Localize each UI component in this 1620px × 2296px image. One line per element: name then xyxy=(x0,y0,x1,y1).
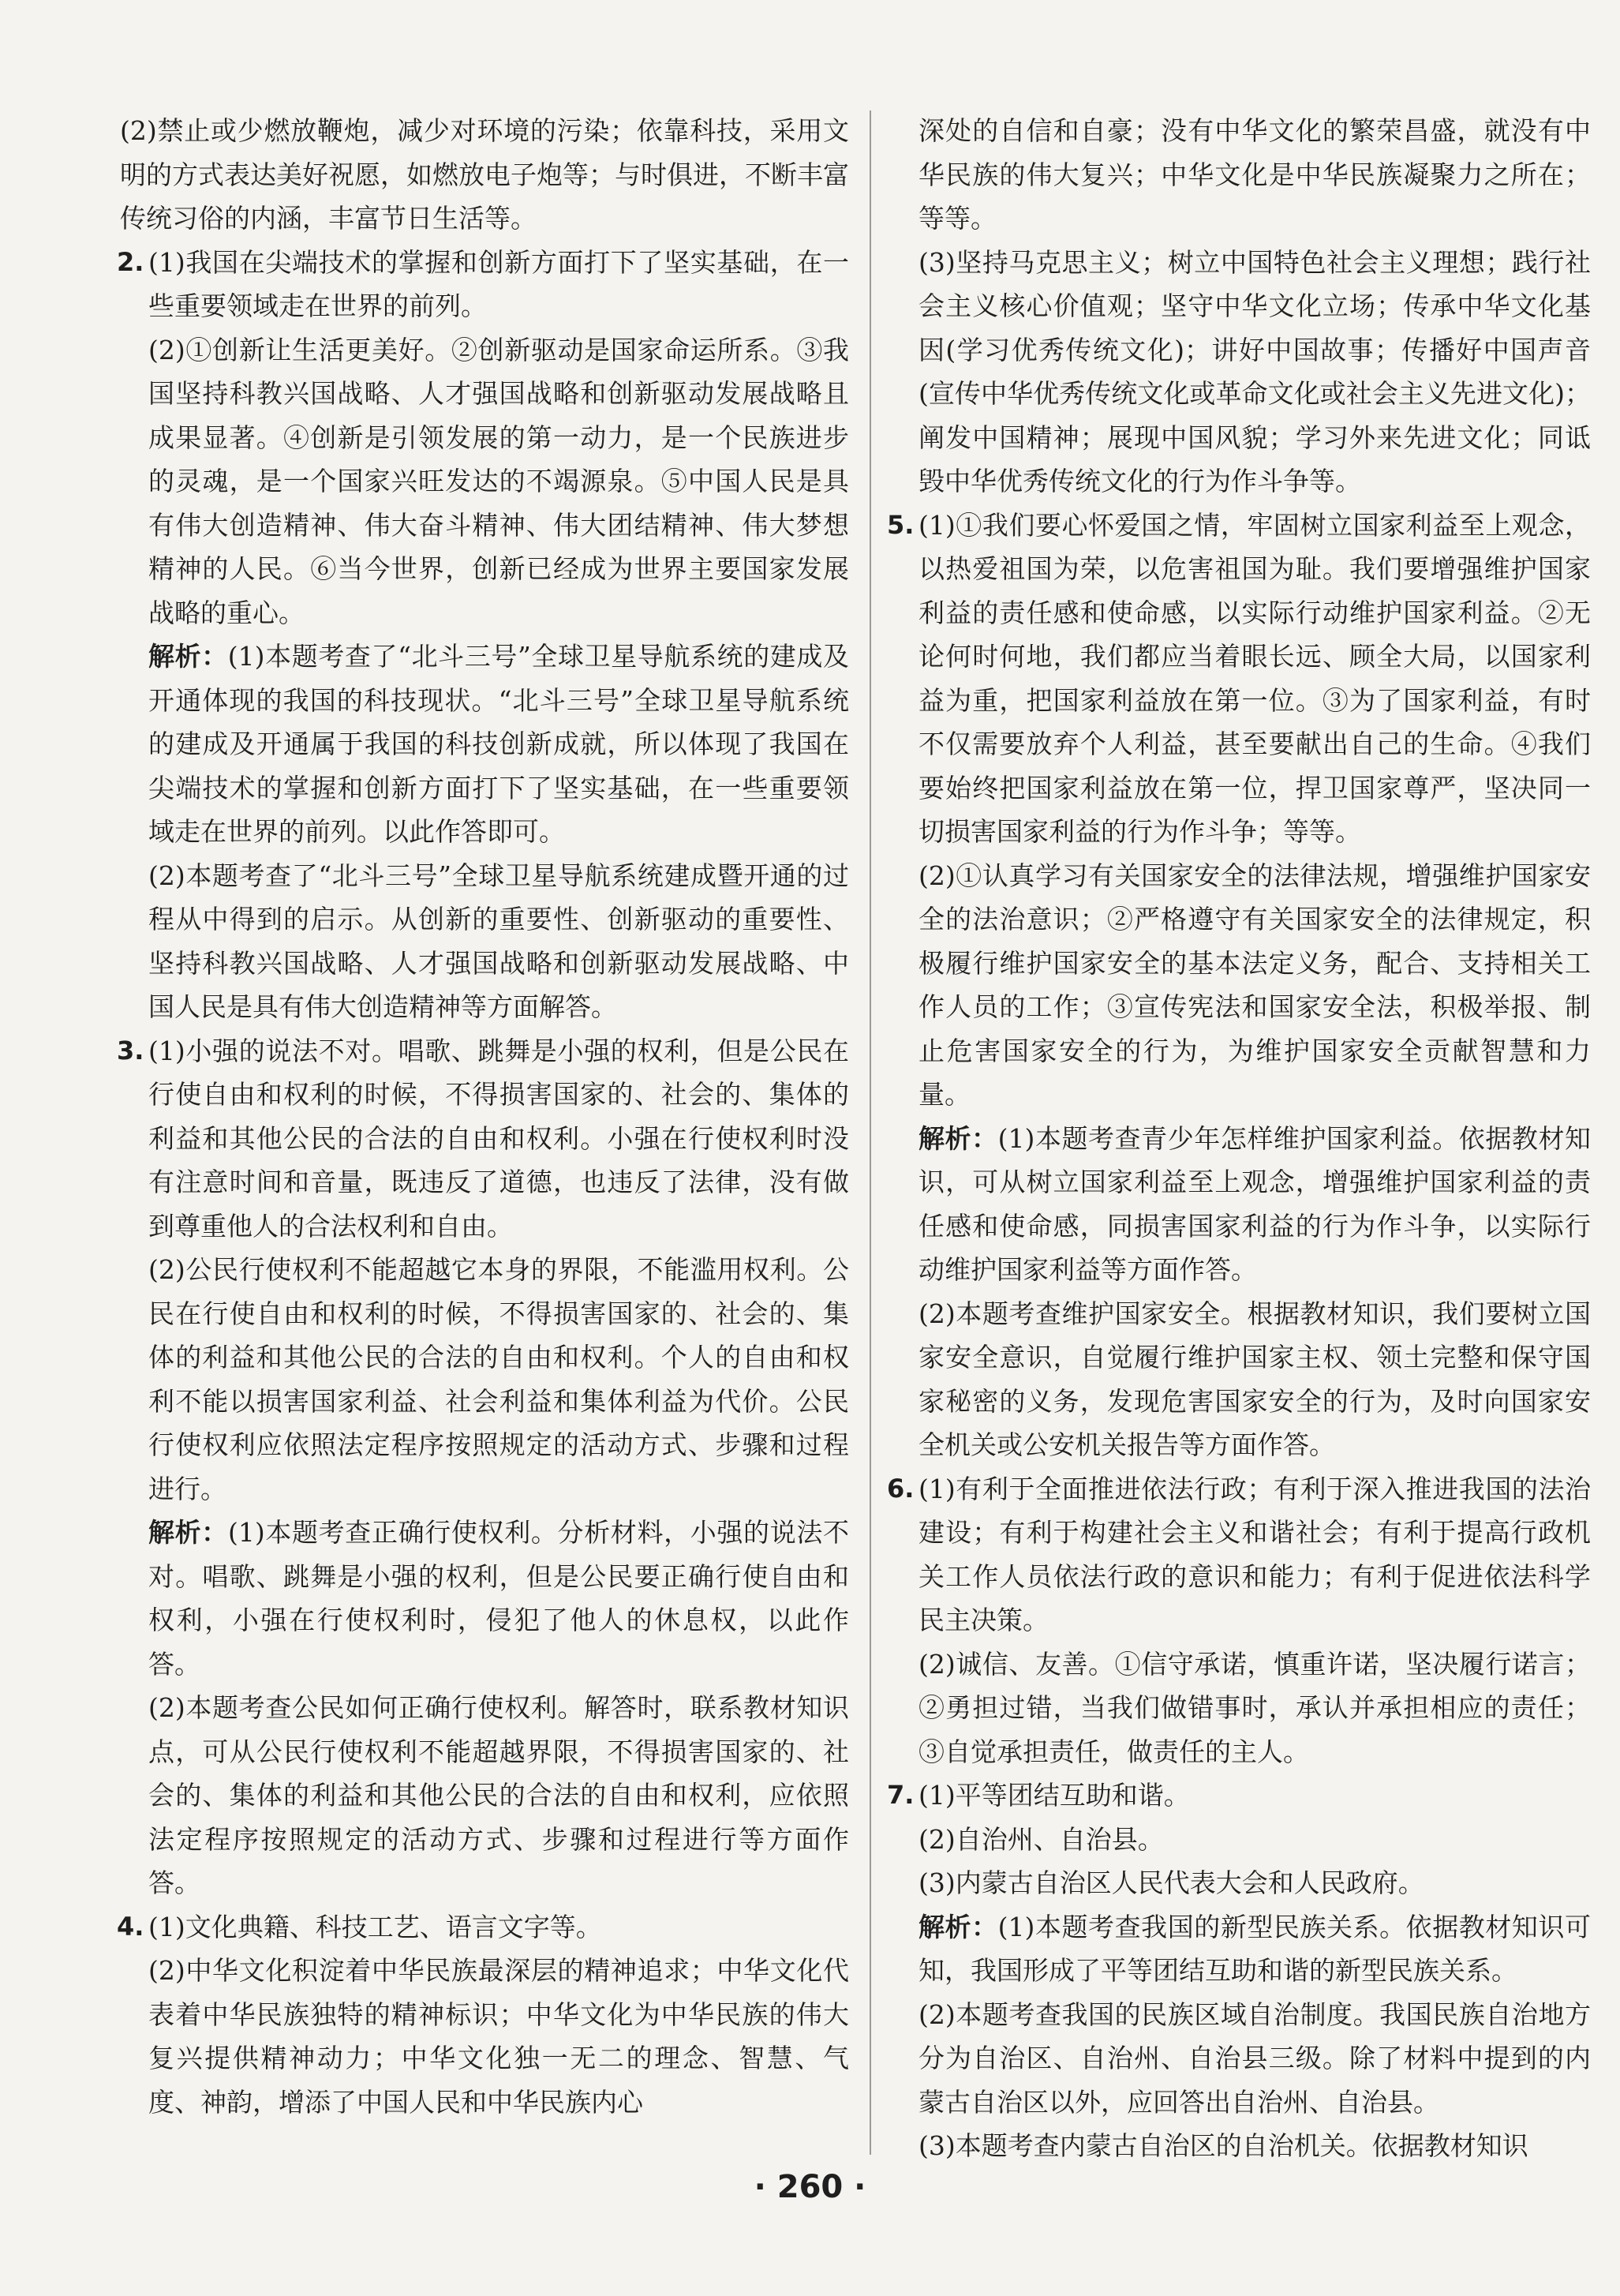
explanation-part-1 xyxy=(918,1905,1591,1993)
answer-part-1: (1)我国在尖端技术的掌握和创新方面打下了坚实基础，在一些重要领域走在世界的前列。 xyxy=(148,246,849,321)
explanation-part-1 xyxy=(148,635,849,854)
question-4-continued xyxy=(890,109,1591,504)
explanation-label: 解析： xyxy=(918,1911,998,1942)
answer-part-1: (1)平等团结互助和谐。 xyxy=(918,1780,1190,1811)
answer-part-1: (1)文化典籍、科技工艺、语言文字等。 xyxy=(148,1911,602,1942)
answer-part-2: (2)自治州、自治县。 xyxy=(918,1823,1164,1855)
answer-part-2: (2)①认真学习有关国家安全的法律法规，增强维护国家安全的法治意识；②严格遵守有关国家安全的法律规定，积极履行维护国家安全的基本法定义务，配合、支持相关工作人员的工作；③宣传宪法和国家安全法，积极举报、制止危害国家安全的行为，为维护国家安全贡献智慧和力量。 xyxy=(918,860,1591,1110)
column-divider xyxy=(870,110,871,2155)
explanation-part-2: (2)本题考查我国的民族区域自治制度。我国民族自治地方分为自治区、自治州、自治县三级。除了材料中提到的内蒙古自治区以外，应回答出自治州、自治县。 xyxy=(918,1998,1591,2118)
explanation-text: (1)本题考查青少年怎样维护国家利益。依据教材知识，可从树立国家利益至上观念，增强维护国家利益的责任感和使命感，同损害国家利益的行为作斗争，以实际行动维护国家利益等方面作答。 xyxy=(918,1122,1591,1285)
answer-part-3: (3)内蒙古自治区人民代表大会和人民政府。 xyxy=(918,1867,1424,1898)
question-number: 5. xyxy=(887,509,915,540)
answer-part-1: (1)小强的说法不对。唱歌、跳舞是小强的权利，但是公民在行使自由和权利的时候，不得损害国家的、社会的、集体的利益和其他公民的合法的自由和权利。小强在行使权利时没有注意时间和音量，既违反了道德，也违反了法律，没有做到尊重他人的合法权利和自由。 xyxy=(148,1035,849,1242)
answer-part-1: (1)①我们要心怀爱国之情，牢固树立国家利益至上观念，以热爱祖国为荣，以危害祖国为耻。我们要增强维护国家利益的责任感和使命感，以实际行动维护国家利益。②无论何时何地，我们都应当着眼长远、顾全大局，以国家利益为重，把国家利益放在第一位。③为了国家利益，有时不仅需要放弃个人利益，甚至要献出自己的生命。④我们要始终把国家利益放在第一位，捍卫国家尊严，坚决同一切损害国家利益的行为作斗争；等等。 xyxy=(918,509,1591,847)
explanation-part-1 xyxy=(148,1511,849,1686)
question-number: 2. xyxy=(117,246,144,277)
answer-part-2: (2)①创新让生活更美好。②创新驱动是国家命运所系。③我国坚持科教兴国战略、人才强国战略和创新驱动发展战略且成果显著。④创新是引领发展的第一动力，是一个民族进步的灵魂，是一个国家兴旺发达的不竭源泉。⑤中国人民是具有伟大创造精神、伟大奋斗精神、伟大团结精神、伟大梦想精神的人民。⑥当今世界，创新已经成为世界主要国家发展战略的重心。 xyxy=(148,334,849,628)
explanation-part-1 xyxy=(918,1117,1591,1292)
answer-part-3: (3)坚持马克思主义；树立中国特色社会主义理想；践行社会主义核心价值观；坚守中华文化立场；传承中华文化基因(学习优秀传统文化)；讲好中国故事；传播好中国声音(宣传中华优秀传统文化或革命文化或社会主义先进文化)；阐发中国精神；展现中国风貌；学习外来先进文化；同诋毁中华优秀传统文化的行为作斗争等。 xyxy=(918,246,1591,496)
question-6 xyxy=(887,1467,1591,1774)
left-column xyxy=(117,109,849,2124)
question-3 xyxy=(117,1029,849,1905)
answer-part-2: (2)诚信、友善。①信守承诺，慎重许诺，坚决履行诺言；②勇担过错，当我们做错事时，承认并承担相应的责任；③自觉承担责任，做责任的主人。 xyxy=(918,1648,1591,1767)
answer-part-2: (2)中华文化积淀着中华民族最深层的精神追求；中华文化代表着中华民族独特的精神标识；中华文化为中华民族的伟大复兴提供精神动力；中华文化独一无二的理念、智慧、气度、神韵，增添了中国人民和中华民族内心 xyxy=(148,1955,849,2118)
explanation-label: 解析： xyxy=(148,641,228,672)
explanation-text: (1)本题考查正确行使权利。分析材料，小强的说法不对。唱歌、跳舞是小强的权利，但是公民要正确行使自由和权利，小强在行使权利时，侵犯了他人的休息权，以此作答。 xyxy=(148,1517,849,1680)
answer-part-2: (2)公民行使权利不能超越它本身的界限，不能滥用权利。公民在行使自由和权利的时候，不得损害国家的、社会的、集体的利益和其他公民的合法的自由和权利。个人的自由和权利不能以损害国家利益、社会利益和集体利益为代价。公民行使权利应依照法定程序按照规定的活动方式、步骤和过程进行。 xyxy=(148,1254,849,1504)
explanation-text: (1)本题考查了“北斗三号”全球卫星导航系统的建成及开通体现的我国的科技现状。“北斗三号”全球卫星导航系统的建成及开通属于我国的科技创新成就，所以体现了我国在尖端技术的掌握和创新方面打下了坚实基础，在一些重要领域走在世界的前列。以此作答即可。 xyxy=(148,641,849,847)
explanation-part-2: (2)本题考查维护国家安全。根据教材知识，我们要树立国家安全意识，自觉履行维护国家主权、领土完整和保守国家秘密的义务，发现危害国家安全的行为，及时向国家安全机关或公安机关报告等方面作答。 xyxy=(918,1298,1591,1460)
question-number: 6. xyxy=(887,1473,915,1504)
question-4 xyxy=(117,1905,849,2125)
question-number: 7. xyxy=(887,1780,915,1810)
explanation-label: 解析： xyxy=(918,1122,998,1154)
question-5 xyxy=(887,504,1591,1467)
question-2 xyxy=(117,241,849,1029)
answer-part-1: (1)有利于全面推进依法行政；有利于深入推进我国的法治建设；有利于构建社会主义和谐社会；有利于提高行政机关工作人员依法行政的意识和能力；有利于促进依法科学民主决策。 xyxy=(918,1473,1591,1635)
q1-continuation: (2)禁止或少燃放鞭炮，减少对环境的污染；依靠科技，采用文明的方式表达美好祝愿，如燃放电子炮等；与时俱进，不断丰富传统习俗的内涵，丰富节日生活等。 xyxy=(120,115,849,234)
explanation-part-3: (3)本题考查内蒙古自治区的自治机关。依据教材知识 xyxy=(918,2130,1528,2161)
explanation-text: (1)本题考查我国的新型民族关系。依据教材知识可知，我国形成了平等团结互助和谐的新型民族关系。 xyxy=(918,1911,1591,1986)
page-number: · 260 · xyxy=(754,2169,866,2205)
right-column xyxy=(887,109,1591,2168)
question-7 xyxy=(887,1774,1591,2168)
question-number: 3. xyxy=(117,1035,144,1066)
explanation-part-2: (2)本题考查公民如何正确行使权利。解答时，联系教材知识点，可从公民行使权利不能超越界限，不得损害国家的、社会的、集体的利益和其他公民的合法的自由和权利，应依照法定程序按照规定的活动方式、步骤和过程进行等方面作答。 xyxy=(148,1692,849,1898)
question-number: 4. xyxy=(117,1911,144,1942)
answer-part-2-continued: 深处的自信和自豪；没有中华文化的繁荣昌盛，就没有中华民族的伟大复兴；中华文化是中华民族凝聚力之所在；等等。 xyxy=(918,115,1591,234)
explanation-part-2: (2)本题考查了“北斗三号”全球卫星导航系统建成暨开通的过程从中得到的启示。从创新的重要性、创新驱动的重要性、坚持科教兴国战略、人才强国战略和创新驱动发展战略、中国人民是具有伟大创造精神等方面解答。 xyxy=(148,860,849,1022)
explanation-label: 解析： xyxy=(148,1517,228,1548)
